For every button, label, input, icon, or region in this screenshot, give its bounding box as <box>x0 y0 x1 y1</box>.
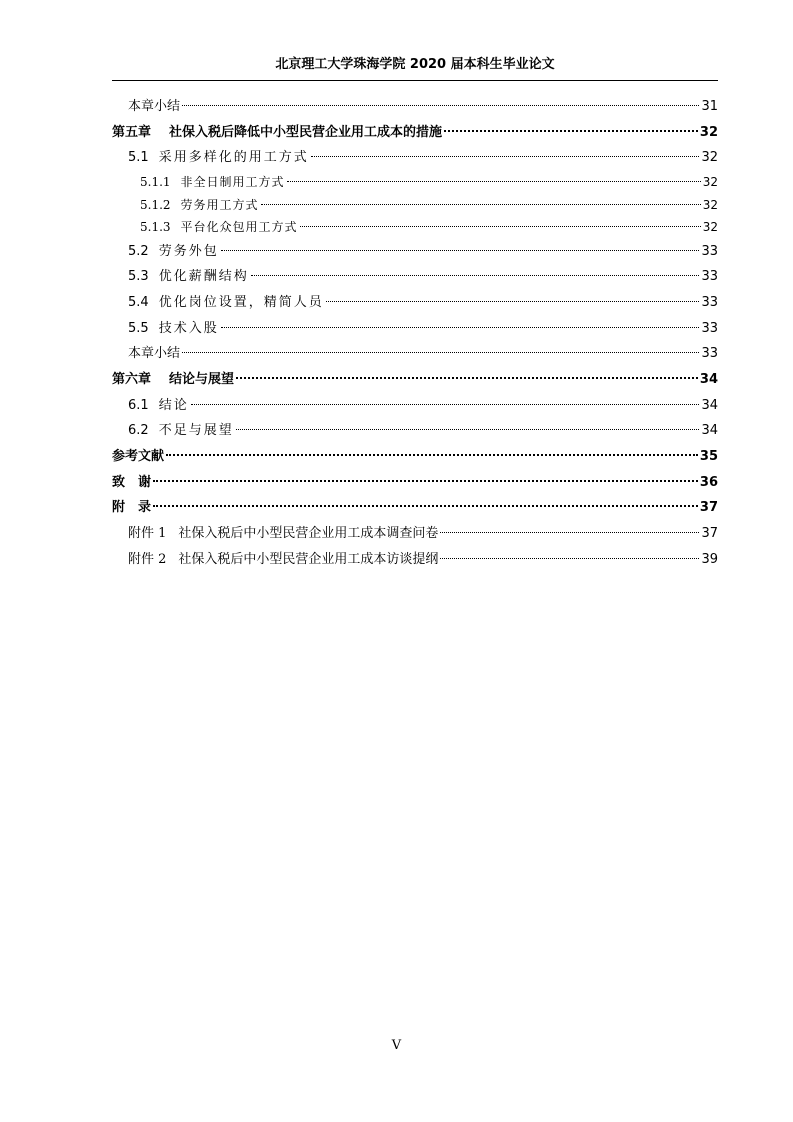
toc-entry-title: 致 谢 <box>112 474 152 490</box>
toc-entry-number: 5.1 <box>128 150 149 166</box>
toc-entry-number: 5.1.2 <box>140 197 171 212</box>
toc-entry-title: 参考文献 <box>112 449 165 465</box>
toc-entry[interactable] <box>112 171 718 194</box>
toc-entry-number: 第六章 <box>112 372 152 387</box>
toc-entry-number: 5.5 <box>128 320 149 336</box>
toc-entry[interactable] <box>112 367 718 393</box>
toc-entry-page: 31 <box>701 99 718 114</box>
toc-entry-title: 社保入税后降低中小型民营企业用工成本的措施 <box>169 124 443 140</box>
header-rule <box>112 80 718 81</box>
toc-entry-page: 39 <box>701 551 718 567</box>
toc-entry[interactable] <box>112 341 718 367</box>
toc-entry-number: 5.3 <box>128 269 149 285</box>
toc-entry-page: 32 <box>702 197 718 212</box>
toc-entry-title: 技术入股 <box>158 320 219 336</box>
toc-entry-title: 优化岗位设置，精简人员 <box>158 294 324 310</box>
dot-leader <box>326 301 700 302</box>
dot-leader <box>236 429 700 430</box>
toc-entry[interactable] <box>112 194 718 217</box>
toc-entry-number: 第五章 <box>112 124 152 140</box>
toc-entry-page: 32 <box>702 175 718 190</box>
dot-leader <box>311 156 700 157</box>
dot-leader <box>182 352 699 353</box>
toc-entry-page: 34 <box>701 397 718 413</box>
toc-entry-number: 5.1.3 <box>140 220 171 235</box>
dot-leader <box>182 105 699 106</box>
dot-leader <box>221 250 700 251</box>
toc-entry[interactable] <box>112 418 718 444</box>
toc-entry-title: 本章小结 <box>128 99 181 114</box>
toc-entry-title: 采用多样化的用工方式 <box>158 150 309 166</box>
toc-entry-number: 5.1.1 <box>140 175 171 190</box>
toc-entry-title: 非全日制用工方式 <box>180 175 285 190</box>
toc-entry-title: 附 录 <box>112 500 152 516</box>
toc-entry-page: 33 <box>701 269 718 285</box>
toc-entry[interactable] <box>112 94 718 120</box>
dot-leader <box>440 558 699 559</box>
toc-entry-title: 平台化众包用工方式 <box>180 220 298 235</box>
toc-entry-page: 36 <box>699 474 718 490</box>
toc-entry[interactable] <box>112 216 718 239</box>
dot-leader <box>440 532 699 533</box>
toc-entry-number: 6.1 <box>128 397 149 413</box>
toc-entry-title: 结论 <box>158 397 189 413</box>
dot-leader <box>153 505 698 507</box>
toc-entry[interactable] <box>112 547 718 573</box>
toc-entry-page: 33 <box>701 294 718 310</box>
toc-entry-page: 32 <box>702 220 718 235</box>
toc-entry-title: 不足与展望 <box>158 423 234 439</box>
running-header: 北京理工大学珠海学院 2020 届本科生毕业论文 <box>275 57 555 72</box>
toc-entry-title: 劳务外包 <box>158 243 219 259</box>
toc-entry-number: 5.2 <box>128 243 149 259</box>
dot-leader <box>261 204 701 205</box>
toc-entry[interactable] <box>112 393 718 419</box>
dot-leader <box>166 454 698 456</box>
toc-entry-title: 结论与展望 <box>169 372 235 387</box>
toc-entry-number: 5.4 <box>128 294 149 310</box>
toc-entry-page: 32 <box>699 124 718 140</box>
toc-entry-page: 34 <box>699 372 718 387</box>
toc-entry-number: 附件 1 <box>128 526 167 542</box>
toc-entry-page: 32 <box>701 150 718 166</box>
toc-entry-title: 劳务用工方式 <box>180 197 259 212</box>
toc-entry-title: 社保入税后中小型民营企业用工成本访谈提纲 <box>178 551 439 567</box>
dot-leader <box>251 275 700 276</box>
toc-entry-number: 附件 2 <box>128 551 167 567</box>
page-number: V <box>391 1038 402 1053</box>
toc-entry[interactable] <box>112 521 718 547</box>
toc-entry[interactable] <box>112 290 718 316</box>
toc-entry[interactable] <box>112 470 718 496</box>
toc-entry-number: 6.2 <box>128 423 149 439</box>
dot-leader <box>300 226 701 227</box>
toc-entry-page: 33 <box>701 243 718 259</box>
toc-entry[interactable] <box>112 120 718 146</box>
toc-entry[interactable] <box>112 444 718 470</box>
dot-leader <box>444 130 698 132</box>
toc-entry[interactable] <box>112 495 718 521</box>
dot-leader <box>221 327 700 328</box>
table-of-contents <box>112 94 718 573</box>
toc-entry-page: 37 <box>699 500 718 516</box>
dot-leader <box>153 480 698 482</box>
toc-entry-title: 本章小结 <box>128 346 181 362</box>
toc-entry-page: 33 <box>701 320 718 336</box>
dot-leader <box>191 404 700 405</box>
dot-leader <box>236 377 698 379</box>
toc-entry-page: 34 <box>701 423 718 439</box>
toc-entry[interactable] <box>112 264 718 290</box>
toc-entry-page: 35 <box>699 449 718 465</box>
dot-leader <box>287 181 701 182</box>
toc-entry-page: 33 <box>701 346 718 362</box>
toc-entry[interactable] <box>112 316 718 342</box>
toc-entry[interactable] <box>112 145 718 171</box>
toc-entry-page: 37 <box>701 526 718 542</box>
toc-entry[interactable] <box>112 239 718 265</box>
toc-entry-title: 优化薪酬结构 <box>158 269 249 285</box>
toc-entry-title: 社保入税后中小型民营企业用工成本调查问卷 <box>178 526 439 542</box>
